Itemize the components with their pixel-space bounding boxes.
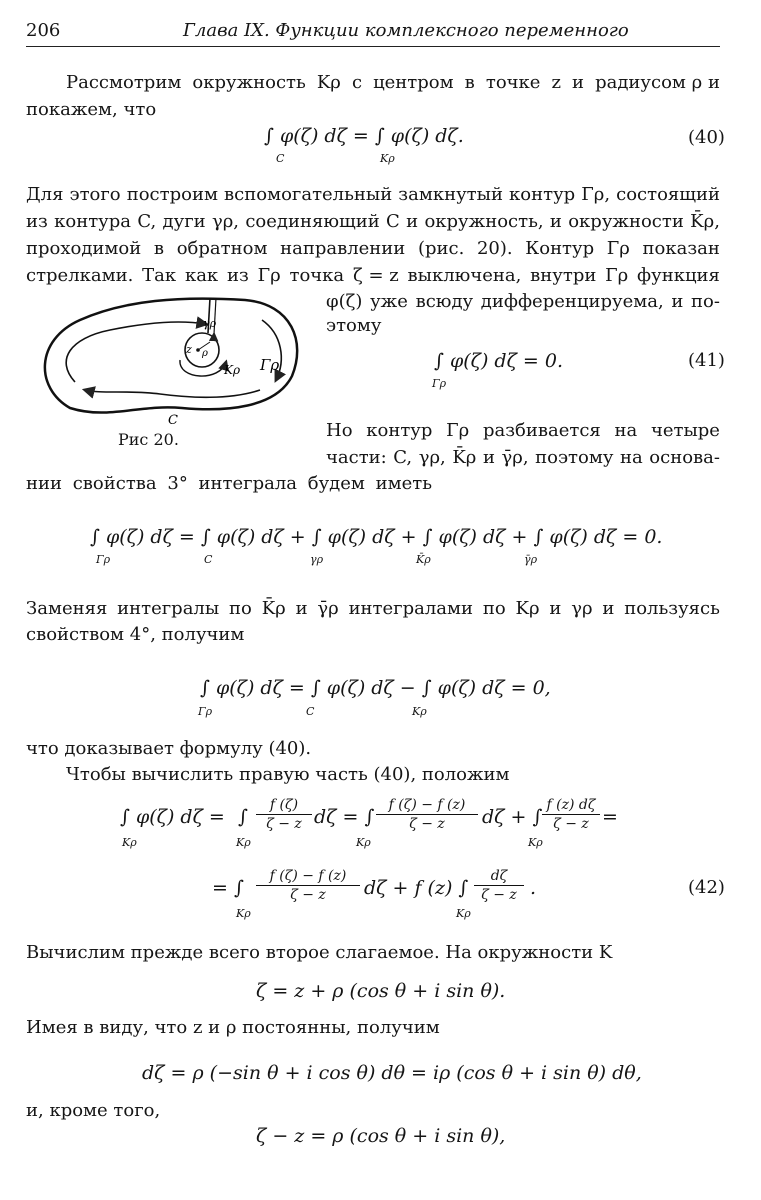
equation-41: ∫ φ(ζ) dζ = 0. [434, 350, 563, 372]
eq-part: dζ + f (z) ∫ [364, 877, 469, 899]
word: и [482, 447, 495, 468]
word: на [614, 420, 638, 441]
word: контур [509, 184, 576, 205]
figure-caption: Рис 20. [118, 430, 179, 449]
word: разбивается [482, 420, 601, 441]
eq-part: dζ + ∫ [482, 806, 543, 828]
word: 20). [476, 238, 513, 259]
word: контура [54, 211, 132, 232]
equation-zeta-minus-z: ζ − z = ρ (cos θ + i sin θ), [256, 1125, 506, 1147]
word: Kρ [515, 598, 540, 619]
text-line [326, 420, 720, 442]
equation-number: (42) [688, 877, 725, 898]
fraction-num: f (ζ) − f (z) [376, 796, 478, 815]
word: по [229, 598, 252, 619]
fraction-num: f (z) dζ [542, 796, 600, 815]
fraction-den: ζ − z [553, 816, 589, 832]
text-line [66, 72, 720, 94]
fraction-den: ζ − z [481, 887, 517, 903]
word: уже [370, 291, 408, 312]
fraction-den: ζ − z [266, 816, 302, 832]
word: Заменяя [26, 598, 108, 619]
text-line: что доказывает формулу (40). [26, 738, 312, 759]
equation-subscript: Kρ [236, 907, 251, 920]
word: стрелками. [26, 265, 134, 286]
label-gamma-big: Γρ [260, 356, 280, 374]
equation-subscript: Kρ [528, 836, 543, 849]
label-center: z [186, 343, 192, 356]
equation-40: ∫ φ(ζ) dζ = ∫ φ(ζ) dζ. [264, 125, 464, 147]
word: основа- [649, 447, 720, 468]
word: Для [26, 184, 64, 205]
eq-part: dζ = ∫ [314, 806, 375, 828]
word: C, [137, 211, 157, 232]
word: проходимой [26, 238, 142, 259]
fraction-num: f (ζ) [256, 796, 312, 815]
page-number: 206 [26, 20, 61, 41]
word: Так [142, 265, 177, 286]
word: центром [373, 72, 454, 93]
word: функция [637, 265, 720, 286]
word: с [351, 72, 363, 93]
word: поэтому [535, 447, 614, 468]
word: и [295, 598, 308, 619]
word: Γρ, [581, 184, 611, 205]
word: Γρ [606, 238, 630, 259]
word: обратном [176, 238, 268, 259]
equation-subscript: C [204, 553, 213, 566]
text-line: Чтобы вычислить правую часть (40), положим [66, 764, 510, 785]
word: (рис. [417, 238, 465, 259]
word: соединяющий [245, 211, 380, 232]
word: по [482, 598, 506, 619]
word: окружность, [424, 211, 544, 232]
equation-subscript: Γρ [96, 553, 111, 566]
word: γρ [571, 598, 593, 619]
word: дифференцируема, [480, 291, 664, 312]
word: окружности [568, 211, 684, 232]
text-line: нии свойства 3° интеграла будем иметь [26, 473, 433, 494]
equation-split: ∫ φ(ζ) dζ = ∫ φ(ζ) dζ + ∫ φ(ζ) dζ + ∫ φ(ζ) dζ + ∫ φ(ζ) dζ = 0. [90, 526, 663, 548]
word: выключена, [407, 265, 522, 286]
word: C, [393, 447, 413, 468]
text-line: свойством 4°, получим [26, 624, 245, 645]
word: γρ, [211, 211, 239, 232]
word: построим [126, 184, 218, 205]
word: окружность [192, 72, 306, 93]
word: состоящий [616, 184, 720, 205]
word: и [671, 291, 684, 312]
word: Но [326, 420, 353, 441]
word: вспомогательный [224, 184, 393, 205]
text-line: этому [326, 315, 382, 336]
eq-part: . [530, 877, 537, 899]
word: радиусом ρ и [595, 72, 720, 93]
word: и [549, 598, 562, 619]
equation-difference: ∫ φ(ζ) dζ = ∫ φ(ζ) dζ − ∫ φ(ζ) dζ = 0, [200, 677, 551, 699]
word: интегралы [117, 598, 220, 619]
running-title: Глава IX. Функции комплексного переменного [183, 20, 629, 41]
word: и [602, 598, 615, 619]
word: и [406, 211, 419, 232]
word: ζ = z [352, 265, 399, 286]
text-line [26, 211, 720, 233]
text-line: покажем, что [26, 99, 157, 120]
fraction-den: ζ − z [409, 816, 445, 832]
k-rho-arrow [180, 360, 226, 376]
eq-part: ∫ φ(ζ) dζ = [120, 806, 225, 828]
word: показан [642, 238, 720, 259]
word: дуги [162, 211, 206, 232]
equation-subscript: K̄ρ [416, 553, 431, 566]
figure-20-diagram [30, 290, 310, 450]
equation-subscript: γρ [310, 553, 324, 566]
word: z [551, 72, 561, 93]
word: точке [485, 72, 541, 93]
word: K̄ρ, [690, 211, 720, 232]
fraction-den: ζ − z [290, 887, 326, 903]
equation-subscript: Γρ [432, 377, 447, 390]
equation-subscript: Kρ [122, 836, 137, 849]
inner-contour [85, 390, 260, 397]
word: интегралами [348, 598, 474, 619]
word: точка [289, 265, 345, 286]
word: Γρ [605, 265, 629, 286]
word: γρ, [418, 447, 446, 468]
text-line: и, кроме того, [26, 1100, 161, 1121]
text-line: Имея в виду, что z и ρ постоянны, получим [26, 1017, 440, 1038]
center-point [196, 348, 200, 352]
word: и [549, 211, 562, 232]
word: φ(ζ) [326, 291, 363, 312]
word: в [464, 72, 475, 93]
label-gamma: γρ [203, 317, 217, 330]
text-line [326, 447, 720, 469]
equation-number: (40) [688, 127, 725, 148]
word: внутри [530, 265, 597, 286]
equation-subscript: C [276, 152, 285, 165]
word: пользуясь [624, 598, 720, 619]
equation-number: (41) [688, 350, 725, 371]
word: Контур [525, 238, 595, 259]
equation-subscript: Kρ [412, 705, 427, 718]
equation-subscript: Kρ [236, 836, 251, 849]
equation-subscript: Kρ [380, 152, 395, 165]
equation-subscript: γ̄ρ [524, 553, 538, 566]
text-line: Вычислим прежде всего второе слагаемое. На окружности K [26, 942, 613, 963]
word: в [153, 238, 165, 259]
word: по- [691, 291, 720, 312]
text-line [26, 265, 720, 287]
equation-subscript: Kρ [356, 836, 371, 849]
word: и [572, 72, 585, 93]
word: Γρ [257, 265, 281, 286]
word: γ̄ρ, [501, 447, 529, 468]
eq-part: ∫ [238, 806, 248, 828]
word: γ̄ρ [317, 598, 339, 619]
header-rule [26, 46, 720, 47]
equation-dzeta: dζ = ρ (−sin θ + i cos θ) dθ = iρ (cos θ + i sin θ) dθ, [142, 1062, 642, 1084]
fraction-num: dζ [474, 867, 524, 886]
fraction-num: f (ζ) − f (z) [256, 867, 360, 886]
eq-part: = ∫ [212, 877, 244, 899]
equation-subscript: Kρ [456, 907, 471, 920]
word: контур [366, 420, 433, 441]
word: Kρ [316, 72, 341, 93]
text-line [26, 598, 720, 620]
label-rho: ρ [202, 348, 208, 359]
eq-part: = [602, 806, 618, 828]
word: C [386, 211, 400, 232]
word: четыре [650, 420, 720, 441]
word: всюду [415, 291, 474, 312]
text-line [26, 184, 720, 206]
label-k: Kρ [224, 363, 241, 377]
word: Рассмотрим [66, 72, 182, 93]
word: замкнутый [398, 184, 503, 205]
equation-subscript: C [306, 705, 315, 718]
word: Γρ [446, 420, 470, 441]
equation-subscript: Γρ [198, 705, 213, 718]
text-line [26, 238, 720, 260]
word: как [184, 265, 219, 286]
word: K̄ρ [261, 598, 286, 619]
text-line [326, 291, 720, 313]
word: этого [69, 184, 121, 205]
word: из [26, 211, 48, 232]
word: K̄ρ [452, 447, 477, 468]
word: направлении [280, 238, 406, 259]
equation-zeta: ζ = z + ρ (cos θ + i sin θ). [256, 980, 506, 1002]
word: на [620, 447, 643, 468]
word: из [226, 265, 249, 286]
label-c: C [168, 413, 178, 428]
word: части: [326, 447, 387, 468]
